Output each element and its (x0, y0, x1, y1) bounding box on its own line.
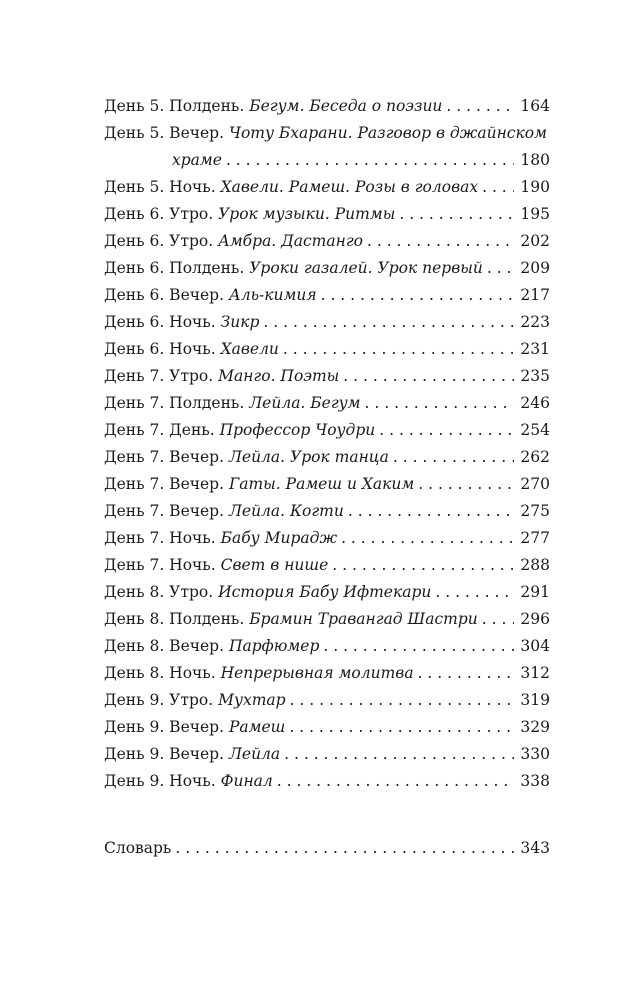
toc-entry-prefix: День 9. Утро. (104, 691, 214, 709)
toc-entry-text (104, 201, 395, 228)
leader-dots (418, 471, 514, 498)
toc-entry-page-number: 195 (520, 205, 550, 223)
leader-dots (367, 228, 514, 255)
leader-dots (290, 687, 515, 714)
toc-entry-page-number: 330 (520, 745, 550, 763)
toc-entry-line (104, 255, 550, 282)
toc-entry[interactable] (104, 336, 550, 363)
toc-entry-prefix: День 5. Ночь. (104, 178, 216, 196)
toc-gap (104, 795, 550, 835)
toc-entry-page-number: 338 (520, 772, 550, 790)
leader-dots (283, 336, 514, 363)
toc-entry-line (104, 498, 550, 525)
toc-entry-text (104, 174, 478, 201)
toc-entry-prefix: День 7. Вечер. (104, 475, 225, 493)
toc-entry-line (104, 201, 550, 228)
toc-entry-text (104, 444, 389, 471)
toc-entry-text (104, 228, 363, 255)
toc-entry[interactable] (104, 93, 550, 120)
toc-entry-text (104, 687, 286, 714)
toc-entry-title: Непрерывная молитва (220, 664, 414, 682)
toc-entry-line (104, 741, 550, 768)
toc-entry-title: Мухтар (218, 691, 286, 709)
toc-entry[interactable] (104, 471, 550, 498)
toc-entry-prefix: День 5. Полдень. (104, 97, 245, 115)
toc-entry-line (104, 660, 550, 687)
toc-entry-title: Бабу Мирадж (220, 529, 338, 547)
toc-entry-line (104, 417, 550, 444)
toc-entry[interactable] (104, 255, 550, 282)
toc-entry-prefix: День 5. Вечер. (104, 124, 225, 142)
toc-entry-text (104, 768, 273, 795)
leader-dots (482, 606, 515, 633)
toc-entry-line (104, 579, 550, 606)
toc-entry-text (104, 309, 259, 336)
toc-entry[interactable] (104, 363, 550, 390)
toc-entry-line (104, 336, 550, 363)
leader-dots (332, 552, 514, 579)
toc-entry-page-number: 270 (520, 475, 550, 493)
toc-entry-line (104, 228, 550, 255)
leader-dots (343, 363, 514, 390)
toc-entry-line (104, 282, 550, 309)
toc-entry-page-number: 291 (520, 583, 550, 601)
toc-entry-text (104, 741, 280, 768)
toc-entry-prefix: День 7. Ночь. (104, 556, 216, 574)
toc-entry-title: Лейла. Когти (228, 502, 344, 520)
leader-dots (446, 93, 514, 120)
toc-entry-page-number: 296 (520, 610, 550, 628)
toc-entry-prefix: День 9. Вечер. (104, 745, 225, 763)
toc-entry[interactable] (104, 660, 550, 687)
table-of-contents (104, 93, 550, 862)
toc-entry-title: Лейла. Бегум (249, 394, 361, 412)
toc-entry-prefix: День 9. Ночь. (104, 772, 216, 790)
toc-entry-page-number: 231 (520, 340, 550, 358)
toc-entry-title: Зикр (220, 313, 260, 331)
toc-entry-page-number: 262 (520, 448, 550, 466)
toc-entry-line (104, 687, 550, 714)
toc-entry-title: Уроки газалей. Урок первый (249, 259, 483, 277)
leader-dots (226, 147, 514, 174)
toc-entry-title: Аль-кимия (228, 286, 317, 304)
leader-dots (393, 444, 515, 471)
toc-entry-prefix: День 8. Ночь. (104, 664, 216, 682)
toc-entry-text (104, 417, 375, 444)
leader-dots (321, 282, 515, 309)
toc-entry[interactable] (104, 120, 550, 174)
toc-entry[interactable] (104, 444, 550, 471)
toc-entry-title: История Бабу Ифтекари (218, 583, 432, 601)
toc-entry[interactable] (104, 714, 550, 741)
toc-entry-page-number: 312 (520, 664, 550, 682)
toc-entry-prefix: День 6. Ночь. (104, 340, 216, 358)
toc-entry-prefix: День 8. Вечер. (104, 637, 225, 655)
toc-entry-text (104, 525, 337, 552)
toc-entry[interactable] (104, 390, 550, 417)
toc-entry-line (104, 471, 550, 498)
toc-entry-line (104, 390, 550, 417)
leader-dots (277, 768, 515, 795)
toc-entry[interactable] (104, 741, 550, 768)
toc-entry-page-number: 190 (520, 178, 550, 196)
toc-entry-title: Хавели. Рамеш. Розы в головах (220, 178, 479, 196)
leader-dots (284, 741, 514, 768)
toc-entries (104, 93, 550, 795)
leader-dots (289, 714, 514, 741)
toc-entry-page-number: 319 (520, 691, 550, 709)
toc-entry[interactable] (104, 606, 550, 633)
toc-entry-page-number: 246 (520, 394, 550, 412)
toc-entry-text (104, 363, 339, 390)
toc-entry-line (104, 174, 550, 201)
toc-entry-prefix: День 6. Вечер. (104, 286, 225, 304)
toc-entry-prefix: День 6. Утро. (104, 205, 214, 223)
toc-entry-line (104, 714, 550, 741)
toc-entry-prefix: День 7. Полдень. (104, 394, 245, 412)
toc-entry-prefix: День 8. Полдень. (104, 610, 245, 628)
toc-entry-prefix: День 7. Утро. (104, 367, 214, 385)
leader-dots (348, 498, 515, 525)
leader-dots (323, 633, 514, 660)
toc-entry-page-number: 288 (520, 556, 550, 574)
toc-entry[interactable] (104, 417, 550, 444)
toc-entry-prefix: День 7. День. (104, 421, 215, 439)
toc-entry-title: Профессор Чоудри (219, 421, 376, 439)
leader-dots (482, 174, 514, 201)
toc-entry-page-number: 209 (520, 259, 550, 277)
toc-entry-text (104, 282, 317, 309)
toc-entry-line (104, 120, 550, 147)
toc-entry-text (104, 498, 344, 525)
toc-entry-prefix: День 7. Ночь. (104, 529, 216, 547)
toc-entry[interactable] (104, 282, 550, 309)
toc-entry-title: Свет в нише (220, 556, 329, 574)
leader-dots (399, 201, 514, 228)
toc-entry-glossary[interactable] (104, 835, 550, 862)
toc-entry-text (104, 336, 279, 363)
toc-entry-title: Урок музыки. Ритмы (218, 205, 396, 223)
toc-entry-title: Финал (220, 772, 273, 790)
toc-entry-title: Амбра. Дастанго (218, 232, 363, 250)
toc-entry-line (104, 606, 550, 633)
toc-entry-title: Брамин Травангад Шастри (249, 610, 478, 628)
toc-entry-page-number: 235 (520, 367, 550, 385)
leader-dots (263, 309, 514, 336)
toc-entry-prefix: День 7. Вечер. (104, 502, 225, 520)
toc-entry-title: Чоту Бхарани. Разговор в джайнском (228, 124, 547, 142)
toc-entry-line (104, 552, 550, 579)
toc-entry[interactable] (104, 174, 550, 201)
toc-entry-page-number: 164 (520, 97, 550, 115)
toc-entry-title: Гаты. Рамеш и Хаким (228, 475, 415, 493)
toc-entry-prefix: День 6. Утро. (104, 232, 214, 250)
toc-entry-line (104, 309, 550, 336)
toc-entry-text (104, 660, 414, 687)
toc-entry-page-number: 329 (520, 718, 550, 736)
toc-entry-title: Лейла (228, 745, 281, 763)
toc-entry-line (104, 633, 550, 660)
toc-entry-text (104, 255, 483, 282)
toc-entry-text (104, 93, 442, 120)
toc-entry-prefix: День 6. Полдень. (104, 259, 245, 277)
toc-entry-prefix: День 9. Вечер. (104, 718, 225, 736)
toc-entry-text (104, 390, 361, 417)
toc-entry[interactable] (104, 768, 550, 795)
toc-entry[interactable] (104, 687, 550, 714)
toc-entry-title-continued: храме (172, 151, 222, 169)
leader-dots (487, 255, 515, 282)
toc-entry-line (104, 147, 550, 174)
toc-entry[interactable] (104, 201, 550, 228)
toc-entry-title: Бегум. Беседа о поэзии (249, 97, 443, 115)
toc-entry-page-number: 202 (520, 232, 550, 250)
toc-entry-line (104, 363, 550, 390)
leader-dots (435, 579, 514, 606)
leader-dots (341, 525, 514, 552)
toc-entry-text (104, 579, 431, 606)
toc-entry-text (104, 552, 328, 579)
toc-entry-title: Манго. Поэты (218, 367, 340, 385)
toc-entry-title: Хавели (220, 340, 279, 358)
toc-entry-page-number: 277 (520, 529, 550, 547)
toc-entry-line (104, 525, 550, 552)
toc-entry-page-number: 180 (520, 151, 550, 169)
toc-entry[interactable] (104, 633, 550, 660)
toc-entry-page-number: 254 (520, 421, 550, 439)
leader-dots (175, 835, 514, 862)
glossary-page-number: 343 (520, 839, 550, 857)
toc-entry[interactable] (104, 552, 550, 579)
toc-entry-title: Рамеш (228, 718, 286, 736)
toc-entry-text (104, 120, 547, 147)
leader-dots (418, 660, 515, 687)
toc-entry-page-number: 275 (520, 502, 550, 520)
glossary-label: Словарь (104, 839, 172, 857)
toc-entry-title: Парфюмер (228, 637, 320, 655)
toc-entry[interactable] (104, 309, 550, 336)
toc-entry[interactable] (104, 525, 550, 552)
leader-dots (365, 390, 515, 417)
toc-entry[interactable] (104, 228, 550, 255)
toc-entry-line (104, 768, 550, 795)
toc-entry-line (104, 93, 550, 120)
toc-entry-line (104, 444, 550, 471)
toc-entry-text (104, 633, 319, 660)
toc-entry-text (104, 471, 414, 498)
toc-entry-text (104, 606, 478, 633)
toc-entry-prefix: День 8. Утро. (104, 583, 214, 601)
toc-entry-page-number: 217 (520, 286, 550, 304)
toc-entry[interactable] (104, 498, 550, 525)
toc-entry-page-number: 223 (520, 313, 550, 331)
toc-entry[interactable] (104, 579, 550, 606)
toc-entry-title: Лейла. Урок танца (228, 448, 389, 466)
leader-dots (379, 417, 514, 444)
toc-entry-prefix: День 7. Вечер. (104, 448, 225, 466)
toc-entry-prefix: День 6. Ночь. (104, 313, 216, 331)
toc-entry-page-number: 304 (520, 637, 550, 655)
toc-entry-text (104, 714, 285, 741)
